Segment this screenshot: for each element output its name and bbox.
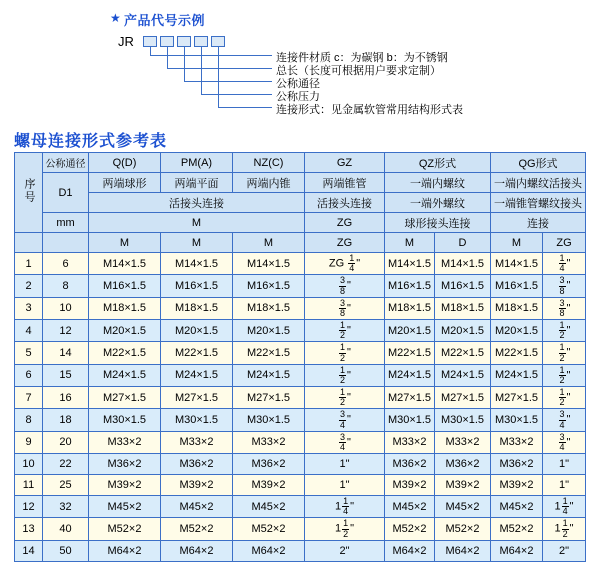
cell-qz-m: M27×1.5 (385, 387, 435, 409)
cell-qz-d: M22×1.5 (435, 342, 491, 364)
cell-dn: 8 (43, 275, 89, 297)
cell-nz: M39×2 (233, 475, 305, 496)
cell-seq: 2 (15, 275, 43, 297)
code-box-3 (177, 36, 191, 47)
cell-q: M22×1.5 (89, 342, 161, 364)
product-code-diagram (0, 0, 600, 120)
table-row (15, 496, 586, 518)
cell-q: M14×1.5 (89, 253, 161, 275)
table-row (15, 431, 586, 453)
header-spacer-dn (43, 233, 89, 253)
cell-gz: $\frac{3}{8}$ " (305, 297, 385, 319)
header-group-qz-desc: 一端内螺纹 (385, 173, 491, 193)
cell-q: M64×2 (89, 540, 161, 561)
cell-q: M16×1.5 (89, 275, 161, 297)
cell-gz: 1" (305, 475, 385, 496)
cell-seq: 4 (15, 320, 43, 342)
cell-q: M33×2 (89, 431, 161, 453)
cell-qz-d: M14×1.5 (435, 253, 491, 275)
cell-qz-m: M33×2 (385, 431, 435, 453)
cell-qz-m: M45×2 (385, 496, 435, 518)
cell-qz-d: M16×1.5 (435, 275, 491, 297)
star-icon: ★ (110, 11, 121, 25)
cell-gz: 1 $\frac{1}{2}$ " (305, 518, 385, 540)
cell-qz-m: M24×1.5 (385, 364, 435, 386)
cell-gz: ZG $\frac{1}{4}$ " (305, 253, 385, 275)
header-group-qg-code: QG形式 (491, 153, 586, 173)
diagram-title: 产品代号示例 (124, 13, 206, 28)
code-box-4 (194, 36, 208, 47)
cell-q: M18×1.5 (89, 297, 161, 319)
header-dn-sub: D1 (43, 173, 89, 213)
cell-seq: 5 (15, 342, 43, 364)
cell-gz: $\frac{1}{2}$ " (305, 387, 385, 409)
cell-nz: M64×2 (233, 540, 305, 561)
cell-gz: $\frac{3}{4}$ " (305, 431, 385, 453)
cell-dn: 14 (43, 342, 89, 364)
table-row (15, 387, 586, 409)
cell-qg-m: M20×1.5 (491, 320, 543, 342)
cell-pm: M24×1.5 (161, 364, 233, 386)
cell-qg-m: M45×2 (491, 496, 543, 518)
cell-seq: 8 (15, 409, 43, 431)
cell-qg-m: M36×2 (491, 454, 543, 475)
header-sub-hujie: 活接头连接 (89, 193, 305, 213)
code-box-1 (143, 36, 157, 47)
cell-qz-m: M52×2 (385, 518, 435, 540)
cell-dn: 25 (43, 475, 89, 496)
cell-seq: 7 (15, 387, 43, 409)
cell-qz-m: M39×2 (385, 475, 435, 496)
cell-dn: 18 (43, 409, 89, 431)
cell-seq: 13 (15, 518, 43, 540)
cell-qz-d: M18×1.5 (435, 297, 491, 319)
cell-qg-zg: 1" (543, 475, 586, 496)
cell-gz: 1 $\frac{1}{4}$ " (305, 496, 385, 518)
cell-gz: $\frac{1}{2}$ " (305, 342, 385, 364)
cell-qz-d: M36×2 (435, 454, 491, 475)
cell-gz: $\frac{1}{2}$ " (305, 320, 385, 342)
header-unit-m: M (89, 213, 305, 233)
cell-pm: M39×2 (161, 475, 233, 496)
cell-seq: 1 (15, 253, 43, 275)
header-row-sub (15, 193, 586, 213)
header-group-nz-code: NZ(C) (233, 153, 305, 173)
table-title: 螺母连接形式参考表 (14, 133, 168, 150)
cell-dn: 20 (43, 431, 89, 453)
cell-gz: $\frac{3}{4}$ " (305, 409, 385, 431)
cell-nz: M18×1.5 (233, 297, 305, 319)
cell-pm: M18×1.5 (161, 297, 233, 319)
header-group-pm-desc: 两端平面 (161, 173, 233, 193)
cell-nz: M14×1.5 (233, 253, 305, 275)
header-sub-qg: 一端锥管螺纹接头 (491, 193, 586, 213)
leader-line-5 (218, 47, 272, 108)
cell-nz: M20×1.5 (233, 320, 305, 342)
header-group-q-code: Q(D) (89, 153, 161, 173)
table-row (15, 454, 586, 475)
cell-qz-d: M64×2 (435, 540, 491, 561)
header-unit-qz-m: M (385, 233, 435, 253)
cell-pm: M20×1.5 (161, 320, 233, 342)
cell-qz-m: M14×1.5 (385, 253, 435, 275)
cell-qg-m: M64×2 (491, 540, 543, 561)
legend-length: 总长（长度可根据用户要求定制） (276, 65, 441, 77)
header-row-unit (15, 213, 586, 233)
cell-pm: M14×1.5 (161, 253, 233, 275)
legend-dn: 公称通径 (276, 78, 320, 90)
header-spacer-seq (15, 233, 43, 253)
cell-seq: 14 (15, 540, 43, 561)
header-seq: 序号 (15, 153, 43, 233)
cell-gz: $\frac{1}{2}$ " (305, 364, 385, 386)
legend-material: 连接件材质 c：为碳钢 b：为不锈钢 (276, 52, 448, 64)
cell-qg-zg: 2" (543, 540, 586, 561)
cell-dn: 10 (43, 297, 89, 319)
header-unit-nz-m: M (233, 233, 305, 253)
cell-qz-m: M64×2 (385, 540, 435, 561)
header-group-pm-code: PM(A) (161, 153, 233, 173)
cell-qz-d: M20×1.5 (435, 320, 491, 342)
cell-qg-m: M22×1.5 (491, 342, 543, 364)
header-group-gz-code: GZ (305, 153, 385, 173)
cell-qz-d: M45×2 (435, 496, 491, 518)
cell-qg-zg: 1" (543, 454, 586, 475)
header-row-code (15, 153, 586, 173)
cell-dn: 22 (43, 454, 89, 475)
cell-pm: M45×2 (161, 496, 233, 518)
table-row (15, 297, 586, 319)
header-dn: 公称通径 (43, 153, 89, 173)
header-sub2-qg: 连接 (491, 213, 586, 233)
legend-pn: 公称压力 (276, 91, 320, 103)
cell-dn: 16 (43, 387, 89, 409)
cell-qg-m: M30×1.5 (491, 409, 543, 431)
header-row-desc (15, 173, 586, 193)
header-unit-qz-d: D (435, 233, 491, 253)
table-header (15, 153, 586, 253)
cell-seq: 3 (15, 297, 43, 319)
cell-nz: M22×1.5 (233, 342, 305, 364)
cell-qg-zg: $\frac{1}{2}$ " (543, 364, 586, 386)
header-group-nz-desc: 两端内锥 (233, 173, 305, 193)
cell-qz-m: M16×1.5 (385, 275, 435, 297)
cell-qz-d: M52×2 (435, 518, 491, 540)
header-sub2-qz: 球形接头连接 (385, 213, 491, 233)
cell-q: M36×2 (89, 454, 161, 475)
header-group-gz-desc: 两端锥管 (305, 173, 385, 193)
table-row (15, 409, 586, 431)
cell-qg-zg: $\frac{3}{4}$ " (543, 431, 586, 453)
table-row (15, 342, 586, 364)
cell-qg-zg: $\frac{1}{4}$ " (543, 253, 586, 275)
header-unit-pm-m: M (161, 233, 233, 253)
cell-seq: 10 (15, 454, 43, 475)
code-box-5 (211, 36, 225, 47)
cell-qz-d: M24×1.5 (435, 364, 491, 386)
table-row (15, 475, 586, 496)
header-group-qg-desc: 一端内螺纹活接头 (491, 173, 586, 193)
cell-q: M39×2 (89, 475, 161, 496)
header-unit-zg: ZG (305, 213, 385, 233)
cell-qz-m: M30×1.5 (385, 409, 435, 431)
cell-pm: M33×2 (161, 431, 233, 453)
cell-dn: 40 (43, 518, 89, 540)
header-sub-qz: 一端外螺纹 (385, 193, 491, 213)
cell-qg-m: M24×1.5 (491, 364, 543, 386)
cell-dn: 50 (43, 540, 89, 561)
cell-seq: 12 (15, 496, 43, 518)
cell-pm: M16×1.5 (161, 275, 233, 297)
cell-q: M27×1.5 (89, 387, 161, 409)
header-group-qz-code: QZ形式 (385, 153, 491, 173)
table-row (15, 364, 586, 386)
table-row (15, 320, 586, 342)
header-unit-qg-zg: ZG (543, 233, 586, 253)
cell-qg-m: M52×2 (491, 518, 543, 540)
cell-qg-m: M33×2 (491, 431, 543, 453)
table-row (15, 518, 586, 540)
cell-gz: 1" (305, 454, 385, 475)
header-dn-unit: mm (43, 213, 89, 233)
cell-qg-m: M18×1.5 (491, 297, 543, 319)
cell-seq: 6 (15, 364, 43, 386)
code-box-2 (160, 36, 174, 47)
nut-connection-table-wrapper (14, 152, 586, 562)
cell-qz-d: M27×1.5 (435, 387, 491, 409)
cell-qg-m: M14×1.5 (491, 253, 543, 275)
nut-connection-table (14, 152, 586, 562)
cell-gz: $\frac{3}{8}$ " (305, 275, 385, 297)
cell-pm: M52×2 (161, 518, 233, 540)
cell-qz-m: M22×1.5 (385, 342, 435, 364)
cell-dn: 6 (43, 253, 89, 275)
code-prefix: JR (118, 34, 134, 49)
cell-nz: M30×1.5 (233, 409, 305, 431)
header-row-unit2 (15, 233, 586, 253)
cell-pm: M27×1.5 (161, 387, 233, 409)
cell-nz: M36×2 (233, 454, 305, 475)
cell-qg-zg: $\frac{3}{4}$ " (543, 409, 586, 431)
cell-qz-m: M36×2 (385, 454, 435, 475)
cell-nz: M27×1.5 (233, 387, 305, 409)
cell-qg-zg: $\frac{3}{8}$ " (543, 297, 586, 319)
cell-nz: M33×2 (233, 431, 305, 453)
header-unit-q-m: M (89, 233, 161, 253)
header-unit-qg-m: M (491, 233, 543, 253)
cell-qg-zg: $\frac{1}{2}$ " (543, 320, 586, 342)
table-row (15, 275, 586, 297)
cell-qg-zg: $\frac{1}{2}$ " (543, 342, 586, 364)
cell-qg-m: M16×1.5 (491, 275, 543, 297)
cell-qg-m: M39×2 (491, 475, 543, 496)
cell-dn: 15 (43, 364, 89, 386)
cell-qz-m: M20×1.5 (385, 320, 435, 342)
cell-q: M20×1.5 (89, 320, 161, 342)
header-sub-gz: 活接头连接 (305, 193, 385, 213)
cell-pm: M22×1.5 (161, 342, 233, 364)
header-group-q-desc: 两端球形 (89, 173, 161, 193)
cell-gz: 2" (305, 540, 385, 561)
cell-q: M52×2 (89, 518, 161, 540)
cell-q: M30×1.5 (89, 409, 161, 431)
cell-qg-zg: 1 $\frac{1}{2}$ " (543, 518, 586, 540)
table-row (15, 540, 586, 561)
cell-q: M45×2 (89, 496, 161, 518)
cell-pm: M30×1.5 (161, 409, 233, 431)
cell-nz: M45×2 (233, 496, 305, 518)
header-unit-gz-zg: ZG (305, 233, 385, 253)
cell-dn: 12 (43, 320, 89, 342)
cell-qz-d: M33×2 (435, 431, 491, 453)
cell-q: M24×1.5 (89, 364, 161, 386)
cell-qg-m: M27×1.5 (491, 387, 543, 409)
cell-nz: M24×1.5 (233, 364, 305, 386)
cell-pm: M36×2 (161, 454, 233, 475)
cell-qz-d: M30×1.5 (435, 409, 491, 431)
table-row (15, 253, 586, 275)
cell-nz: M16×1.5 (233, 275, 305, 297)
cell-nz: M52×2 (233, 518, 305, 540)
legend-conn-type: 连接形式：见金属软管常用结构形式表 (276, 104, 463, 116)
cell-seq: 9 (15, 431, 43, 453)
cell-dn: 32 (43, 496, 89, 518)
cell-qg-zg: 1 $\frac{1}{4}$ " (543, 496, 586, 518)
cell-qz-d: M39×2 (435, 475, 491, 496)
cell-qg-zg: $\frac{3}{8}$ " (543, 275, 586, 297)
cell-qz-m: M18×1.5 (385, 297, 435, 319)
cell-qg-zg: $\frac{1}{2}$ " (543, 387, 586, 409)
table-body (15, 253, 586, 562)
cell-seq: 11 (15, 475, 43, 496)
cell-pm: M64×2 (161, 540, 233, 561)
